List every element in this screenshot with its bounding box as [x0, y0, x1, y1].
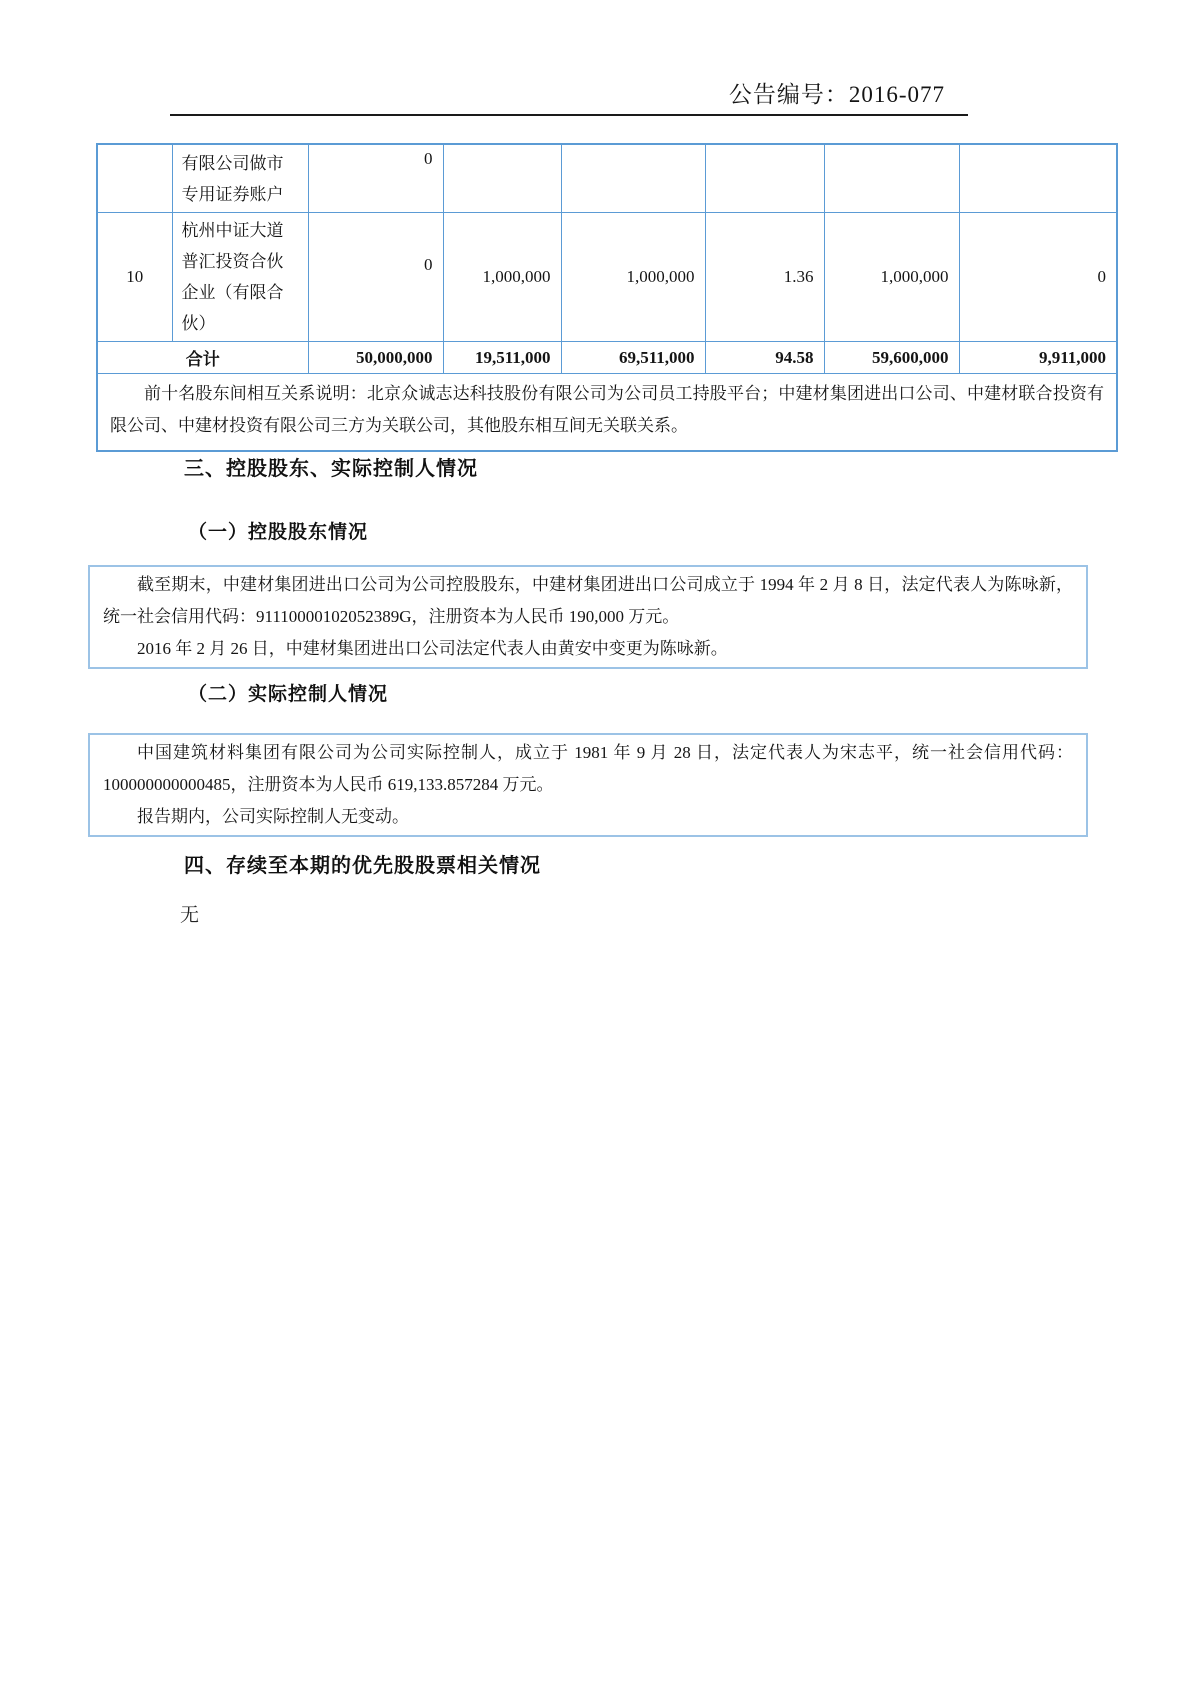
cell-value: [705, 144, 824, 213]
header-rule: [170, 114, 968, 116]
cell-value: 1,000,000: [824, 213, 959, 342]
subsection-2-heading: （二）实际控制人情况: [188, 684, 389, 705]
section-4-heading: 四、存续至本期的优先股股票相关情况: [184, 855, 541, 877]
paragraph: 中国建筑材料集团有限公司为公司实际控制人，成立于 1981 年 9 月 28 日，法定代表人为宋志平，统一社会信用代码：100000000000485，注册资本为人民币 619,133.857284 万元。: [103, 743, 1073, 794]
relationship-note: 前十名股东间相互关系说明：北京众诚志达科技股份有限公司为公司员工持股平台；中建材集团进出口公司、中建材联合投资有限公司、中建材投资有限公司三方为关联公司，其他股东相互间无关联关系。: [97, 374, 1117, 452]
cell-value: 1,000,000: [561, 213, 705, 342]
total-value: 94.58: [705, 342, 824, 374]
table-row-10: [97, 213, 1117, 342]
cell-value: 0: [959, 213, 1117, 342]
paragraph: 2016 年 2 月 26 日，中建材集团进出口公司法定代表人由黄安中变更为陈咏新。: [137, 639, 728, 658]
paragraph: 报告期内，公司实际控制人无变动。: [137, 807, 409, 826]
section-4-body-none: 无: [180, 905, 200, 926]
actual-controller-box: [88, 733, 1088, 837]
cell-value: [959, 144, 1117, 213]
cell-value: 0: [308, 144, 443, 213]
subsection-1-heading: （一）控股股东情况: [188, 522, 369, 543]
relationship-note-row: [97, 374, 1117, 452]
total-value: 59,600,000: [824, 342, 959, 374]
cell-rank: 10: [97, 213, 172, 342]
cell-value: [824, 144, 959, 213]
section-3-heading: 三、控股股东、实际控制人情况: [184, 458, 478, 480]
total-value: 69,511,000: [561, 342, 705, 374]
total-value: 19,511,000: [443, 342, 561, 374]
total-row: [97, 342, 1117, 374]
cell-shareholder-name: 杭州中证大道普汇投资合伙企业（有限合伙）: [172, 213, 308, 342]
cell-value: [561, 144, 705, 213]
paragraph: 截至期末，中建材集团进出口公司为公司控股股东，中建材集团进出口公司成立于 1994 年 2 月 8 日，法定代表人为陈咏新，统一社会信用代码：91110000102052389G，注册资本为人民币 190,000 万元。: [103, 575, 1073, 626]
cell-value: 0: [308, 213, 443, 342]
controlling-shareholder-box: [88, 565, 1088, 669]
total-label: 合计: [97, 342, 308, 374]
table-row-continued: [97, 144, 1117, 213]
cell-value: 1.36: [705, 213, 824, 342]
cell-value: 1,000,000: [443, 213, 561, 342]
announcement-number: 公告编号：2016-077: [728, 82, 945, 107]
cell-value: [443, 144, 561, 213]
total-value: 9,911,000: [959, 342, 1117, 374]
cell-shareholder-name: 有限公司做市专用证券账户: [172, 144, 308, 213]
shareholders-table: [96, 143, 1118, 452]
total-value: 50,000,000: [308, 342, 443, 374]
shareholders-table-container: [96, 143, 1118, 452]
cell-rank: [97, 144, 172, 213]
